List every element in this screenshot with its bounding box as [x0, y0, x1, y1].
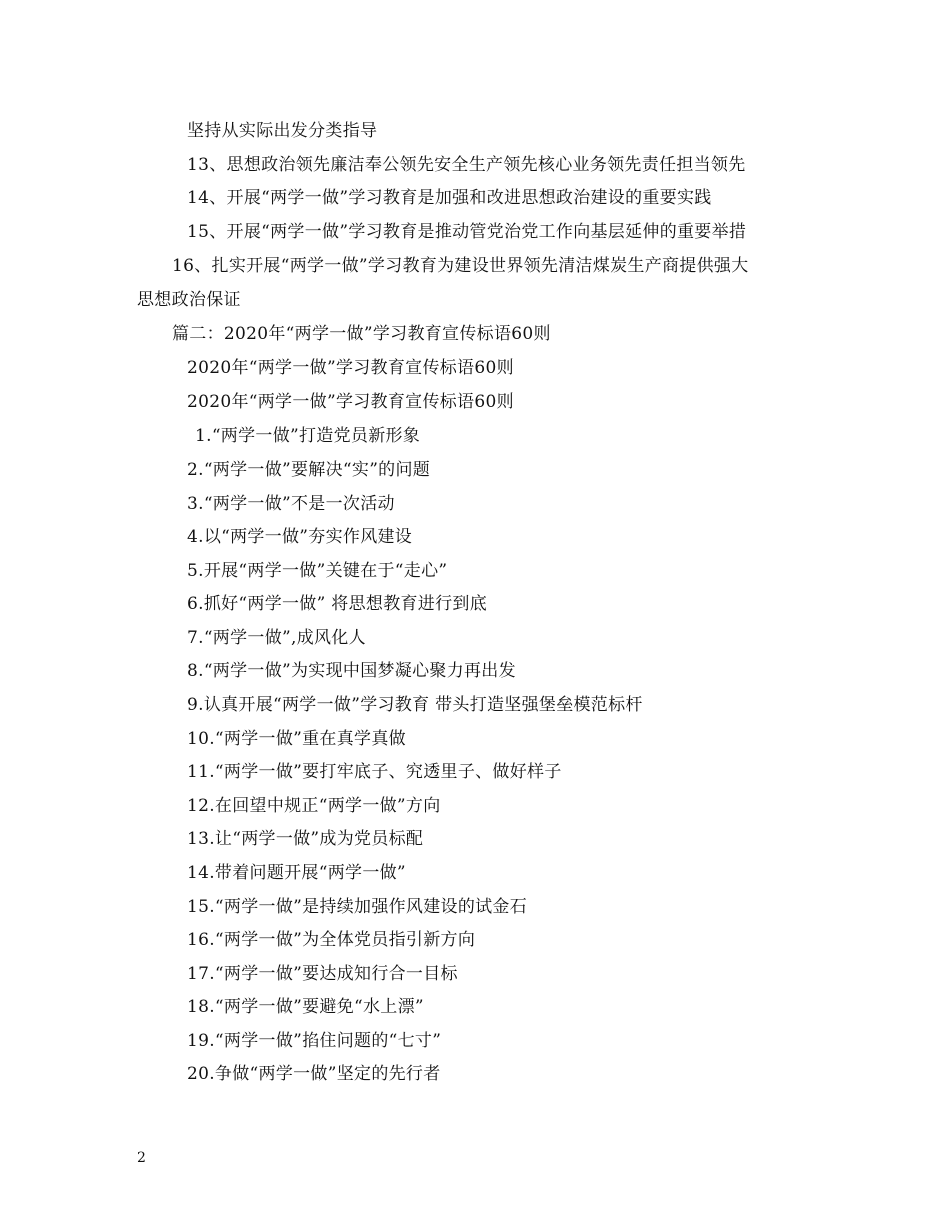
- text-line: 13、思想政治领先廉洁奉公领先安全生产领先核心业务领先责任担当领先: [187, 155, 746, 175]
- text-line: 坚持从实际出发分类指导: [187, 121, 378, 141]
- section-heading: 篇二：2020年“两学一做”学习教育宣传标语60则: [172, 324, 551, 344]
- list-item: 7.“两学一做”,成风化人: [187, 628, 366, 648]
- text-line: 2020年“两学一做”学习教育宣传标语60则: [187, 358, 514, 378]
- list-item: 6.抓好“两学一做” 将思想教育进行到底: [187, 594, 488, 614]
- list-item: 4.以“两学一做”夯实作风建设: [187, 527, 413, 547]
- list-item: 18.“两学一做”要避免“水上漂”: [187, 997, 424, 1017]
- list-item: 1.“两学一做”打造党员新形象: [195, 426, 421, 446]
- text-line: 思想政治保证: [137, 290, 241, 310]
- list-item: 8.“两学一做”为实现中国梦凝心聚力再出发: [187, 661, 516, 681]
- list-item: 11.“两学一做”要打牢底子、究透里子、做好样子: [187, 762, 562, 782]
- list-item: 3.“两学一做”不是一次活动: [187, 494, 395, 514]
- text-line: 14、开展“两学一做”学习教育是加强和改进思想政治建设的重要实践: [187, 188, 712, 208]
- list-item: 13.让“两学一做”成为党员标配: [187, 829, 424, 849]
- list-item: 17.“两学一做”要达成知行合一目标: [187, 964, 458, 984]
- list-item: 9.认真开展“两学一做”学习教育 带头打造坚强堡垒模范标杆: [187, 695, 643, 715]
- text-line: 16、扎实开展“两学一做”学习教育为建设世界领先清洁煤炭生产商提供强大: [172, 256, 749, 276]
- list-item: 15.“两学一做”是持续加强作风建设的试金石: [187, 897, 528, 917]
- list-item: 14.带着问题开展“两学一做”: [187, 863, 406, 883]
- list-item: 19.“两学一做”掐住问题的“七寸”: [187, 1031, 442, 1051]
- list-item: 10.“两学一做”重在真学真做: [187, 729, 406, 749]
- text-line: 15、开展“两学一做”学习教育是推动管党治党工作向基层延伸的重要举措: [187, 222, 747, 242]
- list-item: 16.“两学一做”为全体党员指引新方向: [187, 930, 476, 950]
- list-item: 2.“两学一做”要解决“实”的问题: [187, 460, 431, 480]
- list-item: 20.争做“两学一做”坚定的先行者: [187, 1064, 441, 1084]
- list-item: 12.在回望中规正“两学一做”方向: [187, 796, 441, 816]
- page-number: 2: [137, 1150, 146, 1166]
- text-line: 2020年“两学一做”学习教育宣传标语60则: [187, 392, 514, 412]
- list-item: 5.开展“两学一做”关键在于“走心”: [187, 561, 448, 581]
